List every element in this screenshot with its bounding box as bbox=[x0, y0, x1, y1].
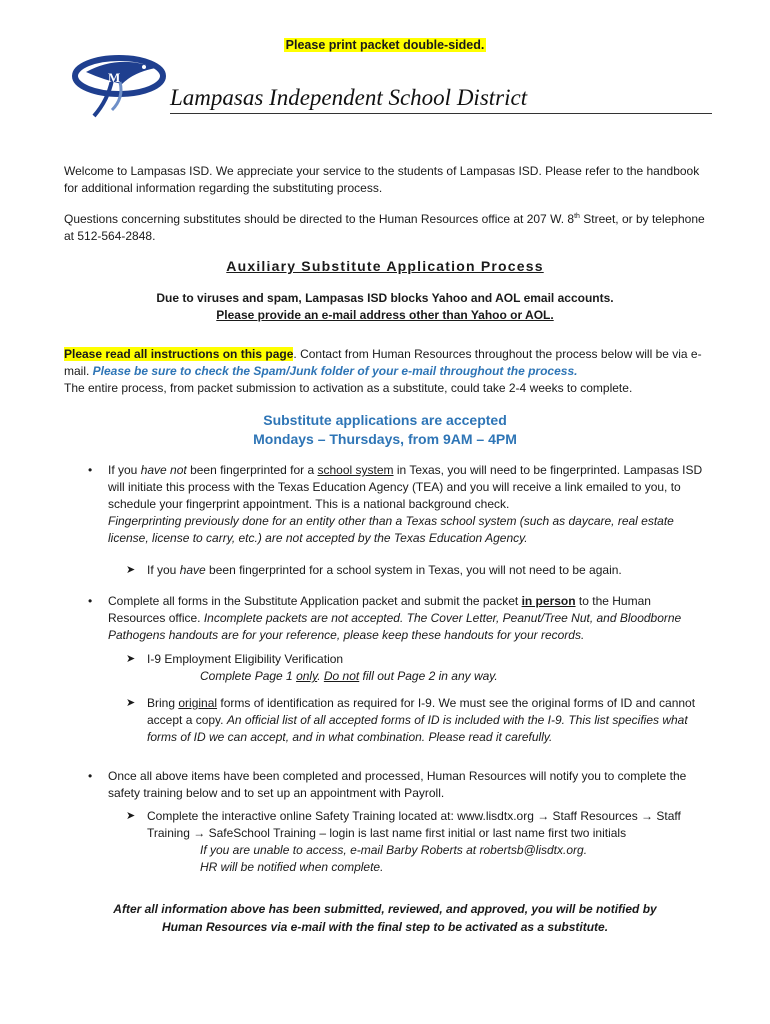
forms-bullet bbox=[108, 593, 710, 644]
questions-text-cont: Street, or by telephone at 512-564-2848. bbox=[64, 212, 705, 243]
id-text-c: forms of identification as required for I-9. We must see the original forms of ID and cannot accept a copy. bbox=[147, 696, 696, 727]
final-line1: After all information above has been submitted, reviewed, and approved, you will be notified by bbox=[113, 902, 657, 916]
arrow-bullet-icon: ➤ bbox=[126, 810, 136, 822]
safety-hr-note: HR will be notified when complete. bbox=[200, 860, 384, 874]
sub-text-a: If you bbox=[147, 563, 180, 577]
incomplete-note: Incomplete packets are not accepted. The Cover Letter, Peanut/Tree Nut, and Bloodborne Pathogens handouts are for your reference, please keep these handouts for your records. bbox=[108, 611, 682, 642]
email-notice-line1: Due to viruses and spam, Lampasas ISD blocks Yahoo and AOL email accounts. bbox=[156, 291, 614, 305]
questions-text: Questions concerning substitutes should be directed to the Human Resources office at 207 W. 8 bbox=[64, 212, 575, 226]
i9-text-e: fill out Page 2 in any way. bbox=[359, 669, 498, 683]
bullet1-text-c: been fingerprinted for a bbox=[186, 463, 318, 477]
i9-text-a: Complete Page 1 bbox=[200, 669, 297, 683]
final-line2: Human Resources via e-mail with the final step to be activated as a substitute. bbox=[161, 920, 609, 934]
district-name: Lampasas Independent School District bbox=[170, 84, 712, 114]
section-heading bbox=[0, 258, 770, 274]
accepted-line1: Substitute applications are accepted bbox=[263, 412, 507, 428]
section-heading-text: Auxiliary Substitute Application Process bbox=[226, 258, 544, 274]
timeline-text: The entire process, from packet submission to activation as a substitute, could take 2-4 weeks to complete. bbox=[64, 381, 633, 395]
arrow-bullet-icon: ➤ bbox=[126, 653, 136, 665]
bullet1-text-a: If you bbox=[108, 463, 141, 477]
spam-note: Please be sure to check the Spam/Junk folder of your e-mail throughout the process. bbox=[92, 364, 578, 378]
in-person: in person bbox=[521, 594, 576, 608]
i9-text-c: . bbox=[317, 669, 324, 683]
forms-text-a: Complete all forms in the Substitute Application packet and submit the packet bbox=[108, 594, 522, 608]
i9-sub-item bbox=[147, 651, 707, 685]
id-official-list: An official list of all accepted forms of ID is included with the I-9. This list specifies what forms of ID we can accept, and in what combination. Please read it carefully. bbox=[147, 713, 688, 744]
sub-text-c: been fingerprinted for a school system in Texas, you will not need to be again. bbox=[205, 563, 622, 577]
bullet1-school-system: school system bbox=[317, 463, 394, 477]
safety-training-text: Complete the interactive online Safety Training located at: www.lisdtx.org → Staff Resources → Staff Training → SafeSchool Training – login is last name first initial or last name first two initials bbox=[147, 809, 681, 840]
forms-text-c: to the Human Resources office. bbox=[108, 594, 651, 625]
accepted-hours bbox=[0, 411, 770, 449]
id-text-a: Bring bbox=[147, 696, 179, 710]
sub-have: have bbox=[179, 563, 206, 577]
arrow-bullet-icon: ➤ bbox=[126, 697, 136, 709]
fingerprint-bullet bbox=[108, 462, 710, 547]
bullet1-have-not: have not bbox=[140, 463, 187, 477]
ordinal-suffix: th bbox=[574, 213, 580, 220]
safety-access-note: If you are unable to access, e-mail Barby Roberts at robertsb@lisdtx.org. bbox=[200, 843, 588, 857]
i9-only: only bbox=[296, 669, 318, 683]
fingerprint-sub-item bbox=[147, 562, 707, 579]
instructions-paragraph bbox=[64, 346, 714, 397]
i9-title: I-9 Employment Eligibility Verification bbox=[147, 652, 344, 666]
welcome-paragraph: Welcome to Lampasas ISD. We appreciate your service to the students of Lampasas ISD. Please refer to the handbook for additional information regarding the substituting process. bbox=[64, 164, 700, 195]
i9-instruction bbox=[147, 668, 707, 685]
questions-paragraph bbox=[64, 208, 714, 245]
bullet-dot: • bbox=[88, 769, 93, 783]
bullet-dot: • bbox=[88, 463, 93, 477]
id-original: original bbox=[178, 696, 218, 710]
arrow-bullet-icon: ➤ bbox=[126, 564, 136, 576]
bullet1-text-e: in Texas, you will need to be fingerprinted. Lampasas ISD will initiate this process with the Texas Education Agency (TEA) and you will receive a link emailed to you, to schedule your fingerprint appointment. This is a national background check. bbox=[108, 463, 703, 511]
instructions-text: . Contact from Human Resources throughout the process below will be via e-mail. bbox=[64, 347, 702, 378]
final-note bbox=[0, 900, 770, 936]
id-sub-item bbox=[147, 695, 707, 746]
svg-text:M: M bbox=[108, 70, 121, 85]
email-notice-line2: Please provide an e-mail address other than Yahoo or AOL. bbox=[216, 308, 554, 322]
instructions-highlight: Please read all instructions on this page bbox=[64, 347, 294, 361]
print-banner-text: Please print packet double-sided. bbox=[285, 38, 485, 52]
safety-sub-item bbox=[147, 808, 707, 876]
safety-bullet: Once all above items have been completed and processed, Human Resources will notify you to complete the safety training below and to set up an appointment with Payroll. bbox=[108, 769, 687, 800]
bullet-dot: • bbox=[88, 594, 93, 608]
fingerprint-note: Fingerprinting previously done for an entity other than a Texas school system (such as daycare, real estate license, license to carry, etc.) are not accepted by the Texas Education Agency. bbox=[108, 514, 674, 545]
i9-do-not: Do not bbox=[323, 669, 360, 683]
accepted-line2: Mondays – Thursdays, from 9AM – 4PM bbox=[253, 431, 517, 447]
stingray-mascot-logo bbox=[64, 50, 174, 120]
email-notice bbox=[0, 290, 770, 324]
